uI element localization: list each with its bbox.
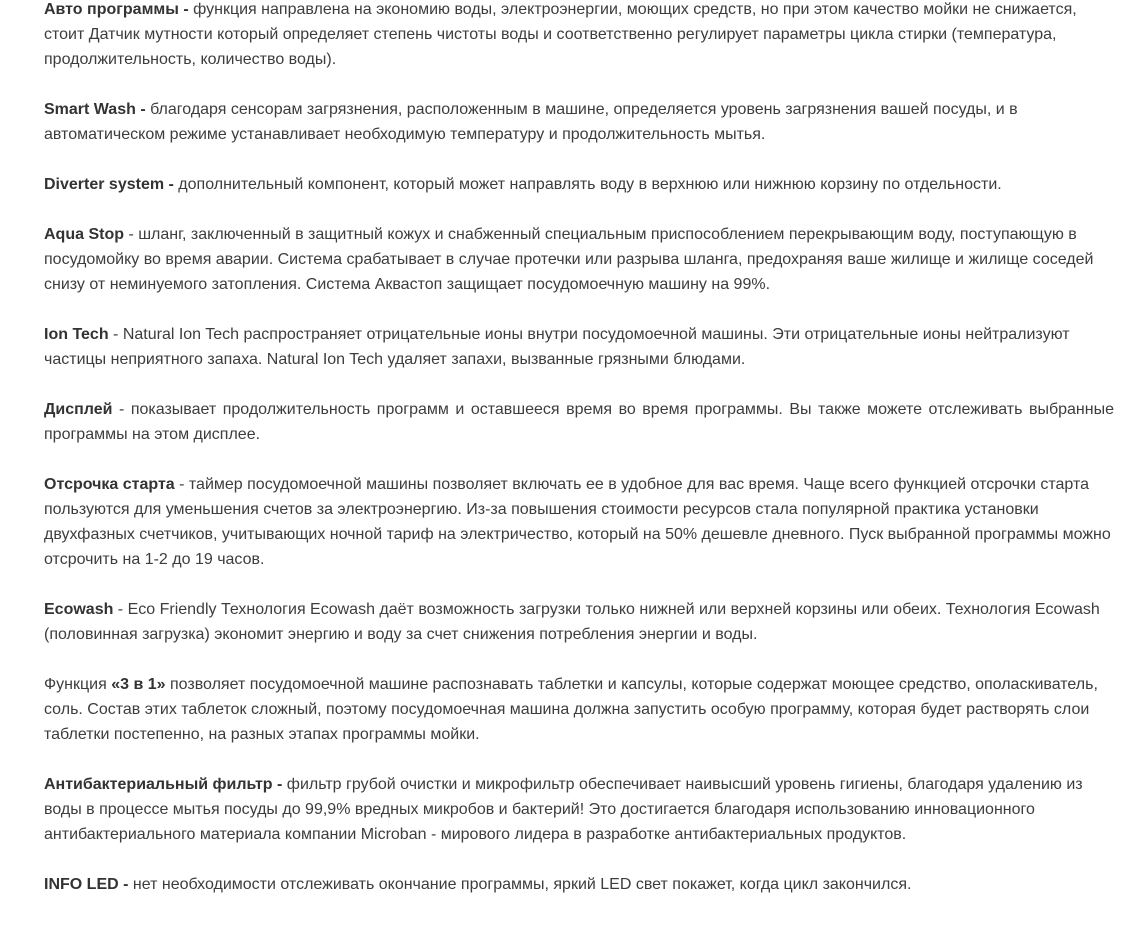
feature-term: Антибактериальный фильтр - xyxy=(44,776,283,793)
feature-term: Smart Wash - xyxy=(44,101,146,118)
feature-aqua-stop xyxy=(44,222,1114,297)
feature-smart-wash xyxy=(44,97,1114,147)
feature-text: функция направлена на экономию воды, электроэнергии, моющих средств, но при этом качество мойки не снижается, стоит Датчик мутности который определяет степень чистоты воды и соответственно регулирует параметры цикла стирки (температура, продолжительность, количество воды). xyxy=(44,1,1077,68)
feature-3-in-1 xyxy=(44,672,1114,747)
feature-text: - Natural Ion Tech распространяет отрицательные ионы внутри посудомоечной машины. Эти отрицательные ионы нейтрализуют частицы неприятного запаха. Natural Ion Tech удаляет запахи, вызванные грязными блюдами. xyxy=(44,326,1070,368)
feature-term: INFO LED - xyxy=(44,876,129,893)
feature-ion-tech xyxy=(44,322,1114,372)
feature-text: - Eco Friendly Технология Ecowash даёт возможность загрузки только нижней или верхней корзины или обеих. Технология Ecowash (половинная загрузка) экономит энергию и воду за счет снижения потребления энергии и воды. xyxy=(44,601,1100,643)
feature-text: фильтр грубой очистки и микрофильтр обеспечивает наивысший уровень гигиены, благодаря удалению из воды в процессе мытья посуды до 99,9% вредных микробов и бактерий! Это достигается благодаря использованию инновационного антибактериального материала компании Microban - мирового лидера в разработке антибактериальных продуктов. xyxy=(44,776,1083,843)
feature-term: Авто программы - xyxy=(44,1,189,18)
feature-delayed-start xyxy=(44,472,1114,572)
feature-term: Дисплей xyxy=(44,401,113,418)
feature-term: «3 в 1» xyxy=(111,676,166,693)
feature-text: позволяет посудомоечной машине распознавать таблетки и капсулы, которые содержат моющее средство, ополаскиватель, соль. Состав этих таблеток сложный, поэтому посудомоечная машина должна запустить особую программу, которая будет растворять слои таблетки постепенно, на разных этапах программы мойки. xyxy=(44,676,1098,743)
feature-prefix: Функция xyxy=(44,676,112,693)
feature-term: Ecowash xyxy=(44,601,114,618)
feature-description-list xyxy=(44,0,1114,922)
feature-antibacterial-filter xyxy=(44,772,1114,847)
feature-term: Отсрочка старта xyxy=(44,476,175,493)
feature-term: Aqua Stop xyxy=(44,226,124,243)
feature-display xyxy=(44,397,1114,447)
feature-ecowash xyxy=(44,597,1114,647)
feature-text: дополнительный компонент, который может направлять воду в верхнюю или нижнюю корзину по отдельности. xyxy=(173,176,1002,193)
feature-auto-programs xyxy=(44,0,1114,72)
feature-term: Diverter system - xyxy=(44,176,174,193)
feature-diverter-system xyxy=(44,172,1114,197)
feature-info-led xyxy=(44,872,1114,897)
feature-term: Ion Tech xyxy=(44,326,109,343)
feature-text: - показывает продолжительность программ и оставшееся время во время программы. Вы также можете отслеживать выбранные программы на этом дисплее. xyxy=(44,401,1114,443)
feature-text: нет необходимости отслеживать окончание программы, яркий LED свет покажет, когда цикл закончился. xyxy=(128,876,912,893)
feature-text: - шланг, заключенный в защитный кожух и снабженный специальным приспособлением перекрывающим воду, поступающую в посудомойку во время аварии. Система срабатывает в случае протечки или разрыва шланга, предохраняя ваше жилище и жилище соседей снизу от неминуемого затопления. Система Аквастоп защищает посудомоечную машину на 99%. xyxy=(44,226,1094,293)
feature-text: - таймер посудомоечной машины позволяет включать ее в удобное для вас время. Чаще всего функцией отсрочки старта пользуются для уменьшения счетов за электроэнергию. Из-за повышения стоимости ресурсов стала популярной практика установки двухфазных счетчиков, учитывающих ночной тариф на электричество, который на 50% дешевле дневного. Пуск выбранной программы можно отсрочить на 1-2 до 19 часов. xyxy=(44,476,1111,568)
feature-text: благодаря сенсорам загрязнения, расположенным в машине, определяется уровень загрязнения вашей посуды, и в автоматическом режиме устанавливает необходимую температуру и продолжительность мытья. xyxy=(44,101,1018,143)
